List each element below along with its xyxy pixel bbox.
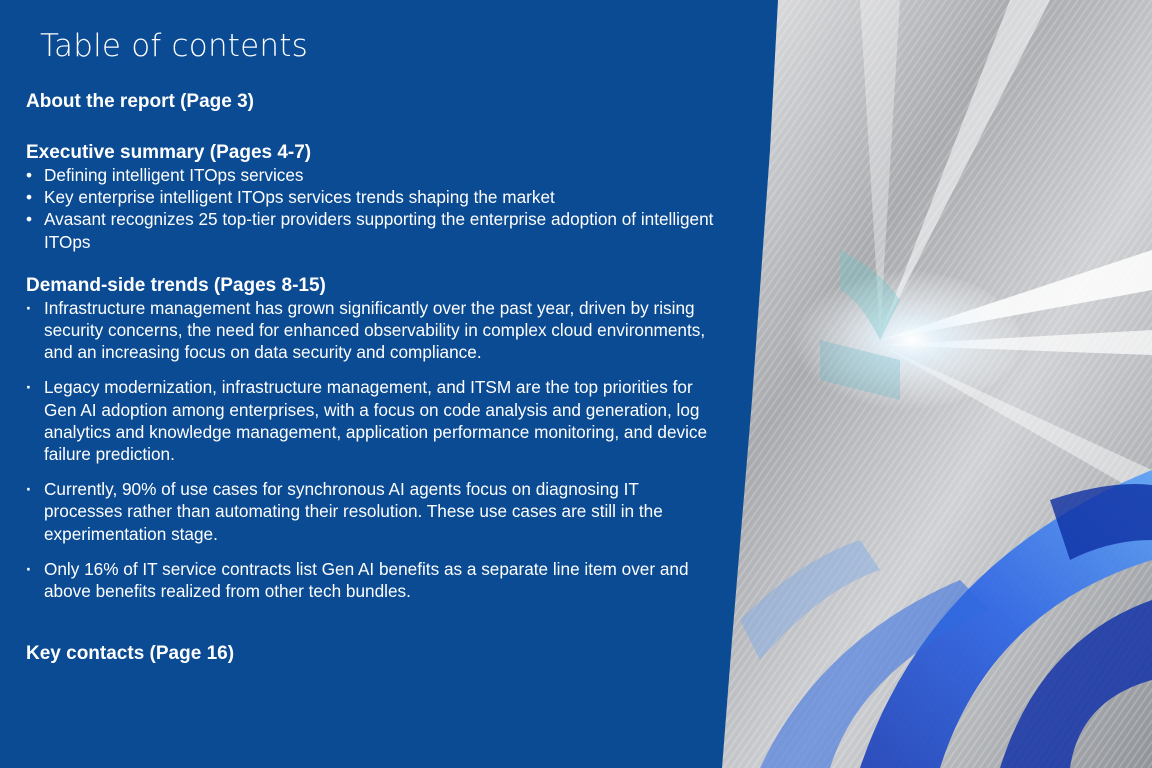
- demand-side-trends-list: [26, 297, 716, 602]
- list-item: • Defining intelligent ITOps services: [26, 164, 716, 186]
- list-item: · Infrastructure management has grown significantly over the past year, driven by rising security concerns, the need for enhanced observability in complex cloud environments, and an increasing focus on data security and compliance.: [26, 297, 716, 364]
- list-item: · Currently, 90% of use cases for synchronous AI agents focus on diagnosing IT processes rather than automating their resolution. These use cases are still in the experimentation stage.: [26, 478, 716, 545]
- list-item: • Key enterprise intelligent ITOps services trends shaping the market: [26, 186, 716, 208]
- list-item: • Avasant recognizes 25 top-tier providers supporting the enterprise adoption of intelligent ITOps: [26, 208, 716, 252]
- executive-summary-list: [26, 164, 716, 253]
- section-heading-about: About the report (Page 3): [26, 91, 255, 112]
- page-title: Table of contents: [40, 28, 308, 64]
- section-heading-executive-summary: Executive summary (Pages 4-7): [26, 142, 312, 163]
- section-heading-key-contacts: Key contacts (Page 16): [26, 643, 235, 665]
- list-item: · Only 16% of IT service contracts list Gen AI benefits as a separate line item over and above benefits realized from other tech bundles.: [26, 558, 716, 602]
- toc-content: [26, 28, 716, 665]
- list-item: · Legacy modernization, infrastructure management, and ITSM are the top priorities for Gen AI adoption among enterprises, with a focus on code analysis and generation, log analytics and knowledge management, application performance monitoring, and device failure prediction.: [26, 376, 716, 465]
- section-heading-demand-side-trends: Demand-side trends (Pages 8-15): [26, 274, 326, 296]
